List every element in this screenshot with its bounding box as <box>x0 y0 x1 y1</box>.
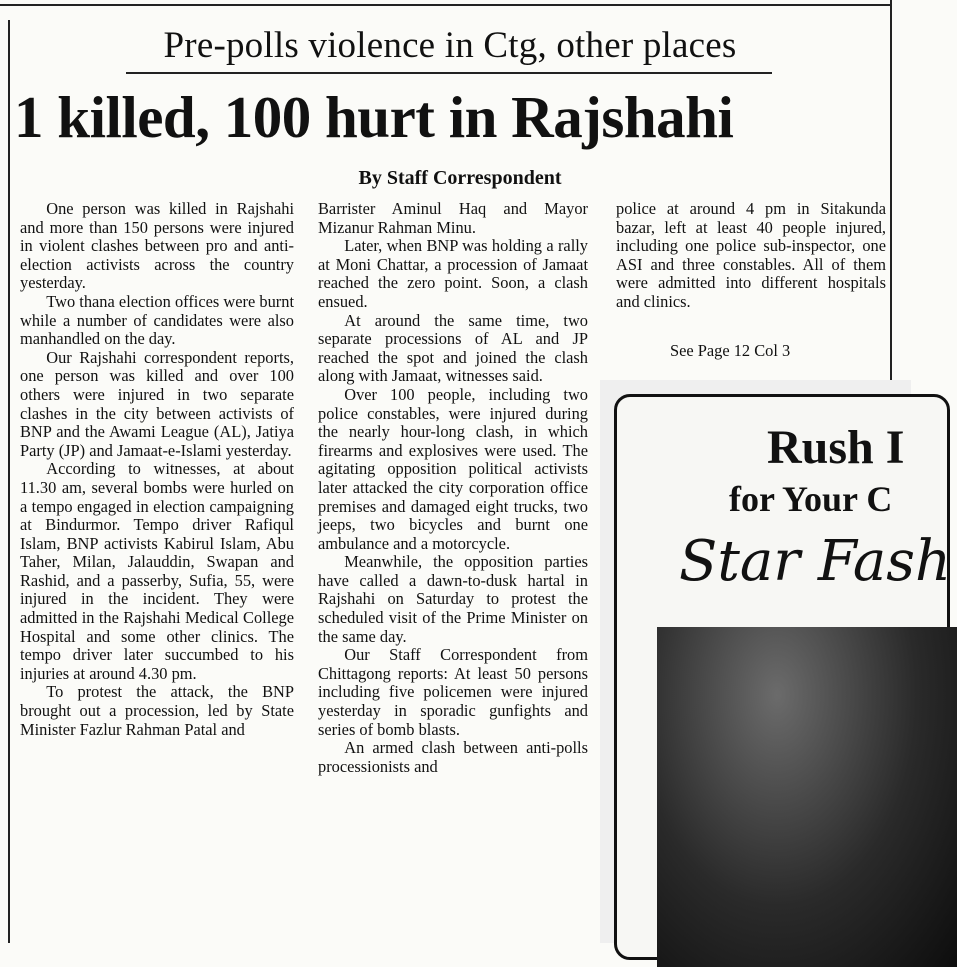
paragraph: According to witnesses, at about 11.30 am, several bombs were hurled on a tempo engaged in election campaigning at Bindurmor. Tempo driver Rafiqul Islam, BNP activists Kabirul Islam, Abu Taher, Milan, Jalauddin, Swapan and Rashid, and a passerby, Sufia, 55, were injured in the incident. They were admitted in the Rajshahi Medical College Hospital and some other clinics. The tempo driver later succumbed to his injuries at around 4.30 pm. <box>20 459 294 683</box>
byline: By Staff Correspondent <box>358 167 562 189</box>
advert-line-2: for Your C <box>729 479 893 519</box>
advert-line-3: Star Fash <box>679 529 952 594</box>
article-column-1 <box>20 200 294 739</box>
paragraph: Our Staff Correspondent from Chittagong reports: At least 50 persons including five policemen were injured yesterday in sporadic gunfights and series of bomb blasts. <box>318 645 588 739</box>
paragraph: police at around 4 pm in Sitakunda bazar, left at least 40 people injured, including one police sub-inspector, one ASI and three constables. All of them were admitted into different hospitals and clinics. <box>616 199 886 311</box>
advertisement-frame <box>614 394 950 960</box>
left-rule <box>8 20 10 943</box>
paragraph: Our Rajshahi correspondent reports, one person was killed and over 100 others were injured in two separate clashes in the city between activists of BNP and the Awami League (AL), Jatiya Party (JP) and Jamaat-e-Islami yesterday. <box>20 347 294 460</box>
kicker-headline: Pre-polls violence in Ctg, other places <box>163 25 737 66</box>
paragraph: An armed clash between anti-polls processionists and <box>318 738 588 776</box>
top-rule <box>0 4 892 6</box>
advert-line-1: Rush I <box>767 421 905 474</box>
advert-photo <box>657 627 957 967</box>
paragraph: One person was killed in Rajshahi and more than 150 persons were injured in violent clashes between pro and anti-election activists across the country yesterday. <box>20 199 294 293</box>
continuation-note: See Page 12 Col 3 <box>670 341 791 360</box>
paragraph: At around the same time, two separate processions of AL and JP reached the spot and joined the clash along with Jamaat, witnesses said. <box>318 310 588 386</box>
paragraph: Two thana election offices were burnt while a number of candidates were also manhandled on the day. <box>20 291 294 349</box>
main-headline: 1 killed, 100 hurt in Rajshahi <box>14 84 734 150</box>
paragraph: Over 100 people, including two police constables, were injured during the nearly hour-long clash, in which firearms and explosives were used. The agitating opposition political activists later attacked the city corporation office premises and damaged eight trucks, two jeeps, two bicycles and burnt one ambulance and a motorcycle. <box>318 384 588 553</box>
kicker-underline <box>126 72 772 74</box>
right-rule <box>890 0 892 380</box>
paragraph: Meanwhile, the opposition parties have called a dawn-to-dusk hartal in Rajshahi on Saturday to protest the scheduled visit of the Prime Minister on the same day. <box>318 552 588 646</box>
article-column-3 <box>616 200 886 312</box>
paragraph: Later, when BNP was holding a rally at Moni Chattar, a procession of Jamaat reached the zero point. Soon, a clash ensued. <box>318 236 588 311</box>
advertisement <box>600 380 952 943</box>
paragraph: Barrister Aminul Haq and Mayor Mizanur Rahman Minu. <box>318 199 588 237</box>
article-column-2 <box>318 200 588 776</box>
paragraph: To protest the attack, the BNP brought out a procession, led by State Minister Fazlur Rahman Patal and <box>20 682 294 739</box>
